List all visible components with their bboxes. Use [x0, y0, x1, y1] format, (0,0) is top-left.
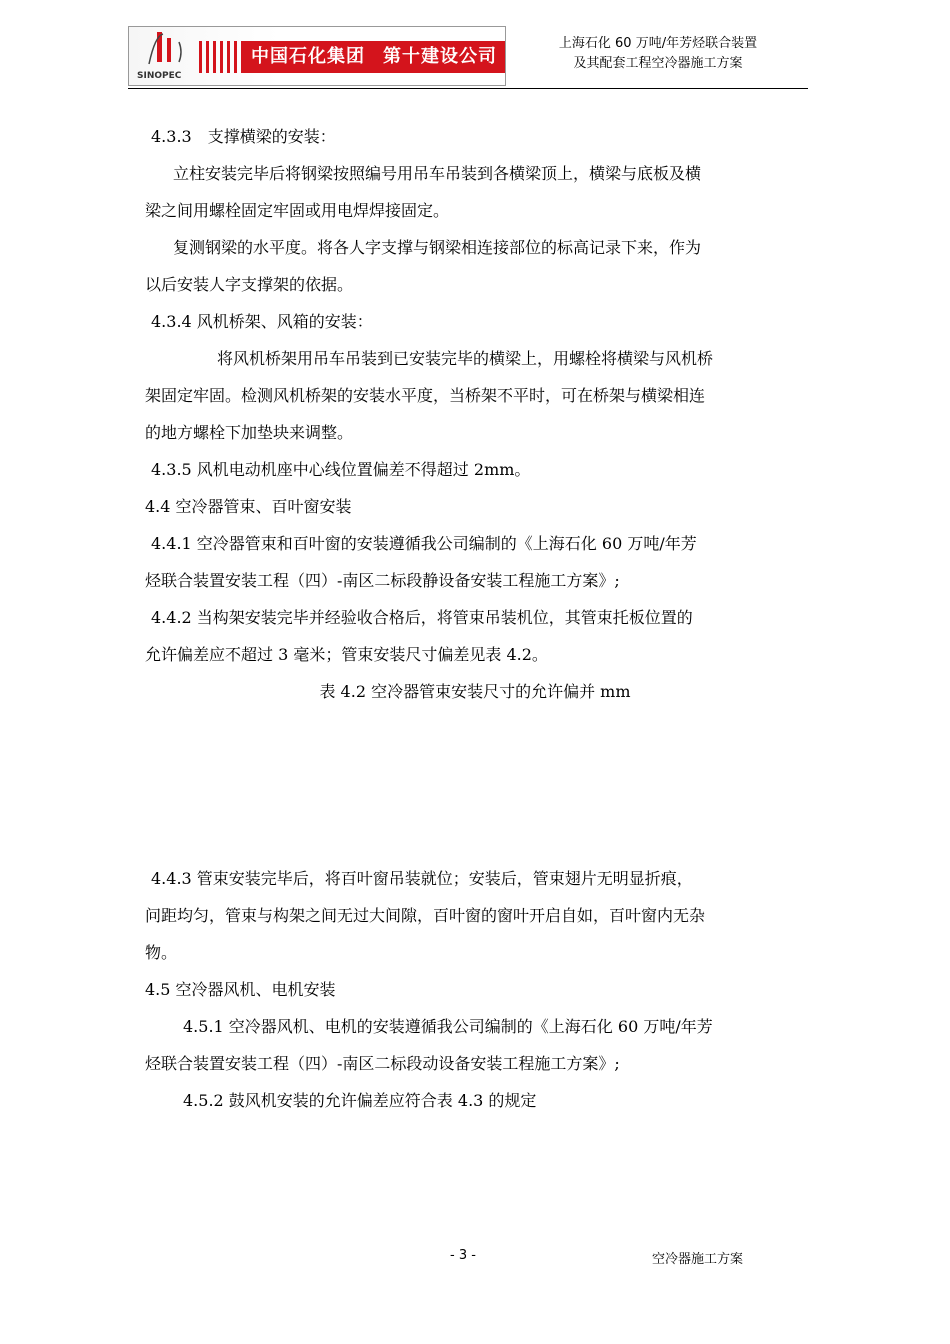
header-divider — [128, 88, 808, 89]
logo-banner — [241, 41, 506, 73]
paragraph-line: 允许偏差应不超过 3 毫米；管束安装尺寸偏差见表 4.2。 — [145, 645, 548, 664]
paragraph-line: 梁之间用螺栓固定牢固或用电焊焊接固定。 — [145, 201, 450, 220]
table-placeholder — [145, 710, 805, 860]
paragraph-line: 4.5.2 鼓风机安装的允许偏差应符合表 4.3 的规定 — [183, 1091, 537, 1110]
section-4-5-heading: 4.5 空冷器风机、电机安装 — [145, 980, 336, 999]
logo-brand-text: SINOPEC — [137, 71, 182, 81]
header-title-line1: 上海石化 60 万吨/年芳烃联合装置 — [558, 36, 758, 51]
sinopec-logo-icon — [135, 30, 195, 82]
paragraph-line: 4.4.2 当构架安装完毕并经验收合格后，将管束吊装机位，其管束托板位置的 — [151, 608, 693, 627]
page-header — [128, 26, 808, 86]
paragraph-line: 物。 — [145, 943, 178, 962]
paragraph-line: 问距均匀，管束与构架之间无过大间隙，百叶窗的窗叶开启自如，百叶窗内无杂 — [145, 906, 706, 925]
header-title-line2: 及其配套工程空冷器施工方案 — [573, 56, 743, 71]
footer-doc-title: 空冷器施工方案 — [652, 1252, 744, 1267]
section-4-3-3-heading: 4.3.3 支撑横梁的安装： — [151, 127, 336, 146]
section-4-3-4-heading: 4.3.4 风机桥架、风箱的安装： — [151, 312, 373, 331]
logo-text-left: 中国石化集团 — [251, 46, 365, 67]
paragraph-line: 将风机桥架用吊车吊装到已安装完毕的横梁上，用螺栓将横梁与风机桥 — [217, 349, 714, 368]
table-caption: 表 4.2 空冷器管束安装尺寸的允许偏并 mm — [319, 682, 631, 701]
document-body — [145, 118, 805, 1119]
paragraph-line: 4.5.1 空冷器风机、电机的安装遵循我公司编制的《上海石化 60 万吨/年芳 — [183, 1017, 713, 1036]
paragraph-line: 以后安装人字支撑架的依据。 — [145, 275, 354, 294]
section-4-3-5-line: 4.3.5 风机电动机座中心线位置偏差不得超过 2mm。 — [151, 460, 531, 479]
paragraph-line: 架固定牢固。检测风机桥架的安装水平度，当桥架不平时，可在桥架与横梁相连 — [145, 386, 706, 405]
paragraph-line: 的地方螺栓下加垫块来调整。 — [145, 423, 354, 442]
paragraph-line: 烃联合装置安装工程（四）-南区二标段动设备安装工程施工方案》; — [145, 1054, 620, 1073]
logo-stripes — [199, 41, 243, 73]
logo-text-right: 第十建设公司 — [383, 46, 497, 67]
paragraph-line: 烃联合装置安装工程（四）-南区二标段静设备安装工程施工方案》; — [145, 571, 620, 590]
section-4-4-heading: 4.4 空冷器管束、百叶窗安装 — [145, 497, 352, 516]
paragraph-line: 立柱安装完毕后将钢梁按照编号用吊车吊装到各横梁顶上，横梁与底板及横 — [173, 164, 702, 183]
paragraph-line: 4.4.3 管束安装完毕后，将百叶窗吊装就位；安装后，管束翅片无明显折痕， — [151, 869, 693, 888]
header-title — [508, 34, 808, 74]
paragraph-line: 复测钢梁的水平度。将各人字支撑与钢梁相连接部位的标高记录下来，作为 — [173, 238, 702, 257]
paragraph-line: 4.4.1 空冷器管束和百叶窗的安装遵循我公司编制的《上海石化 60 万吨/年芳 — [151, 534, 697, 553]
page-number: - 3 - — [450, 1248, 476, 1263]
company-logo — [128, 26, 506, 86]
